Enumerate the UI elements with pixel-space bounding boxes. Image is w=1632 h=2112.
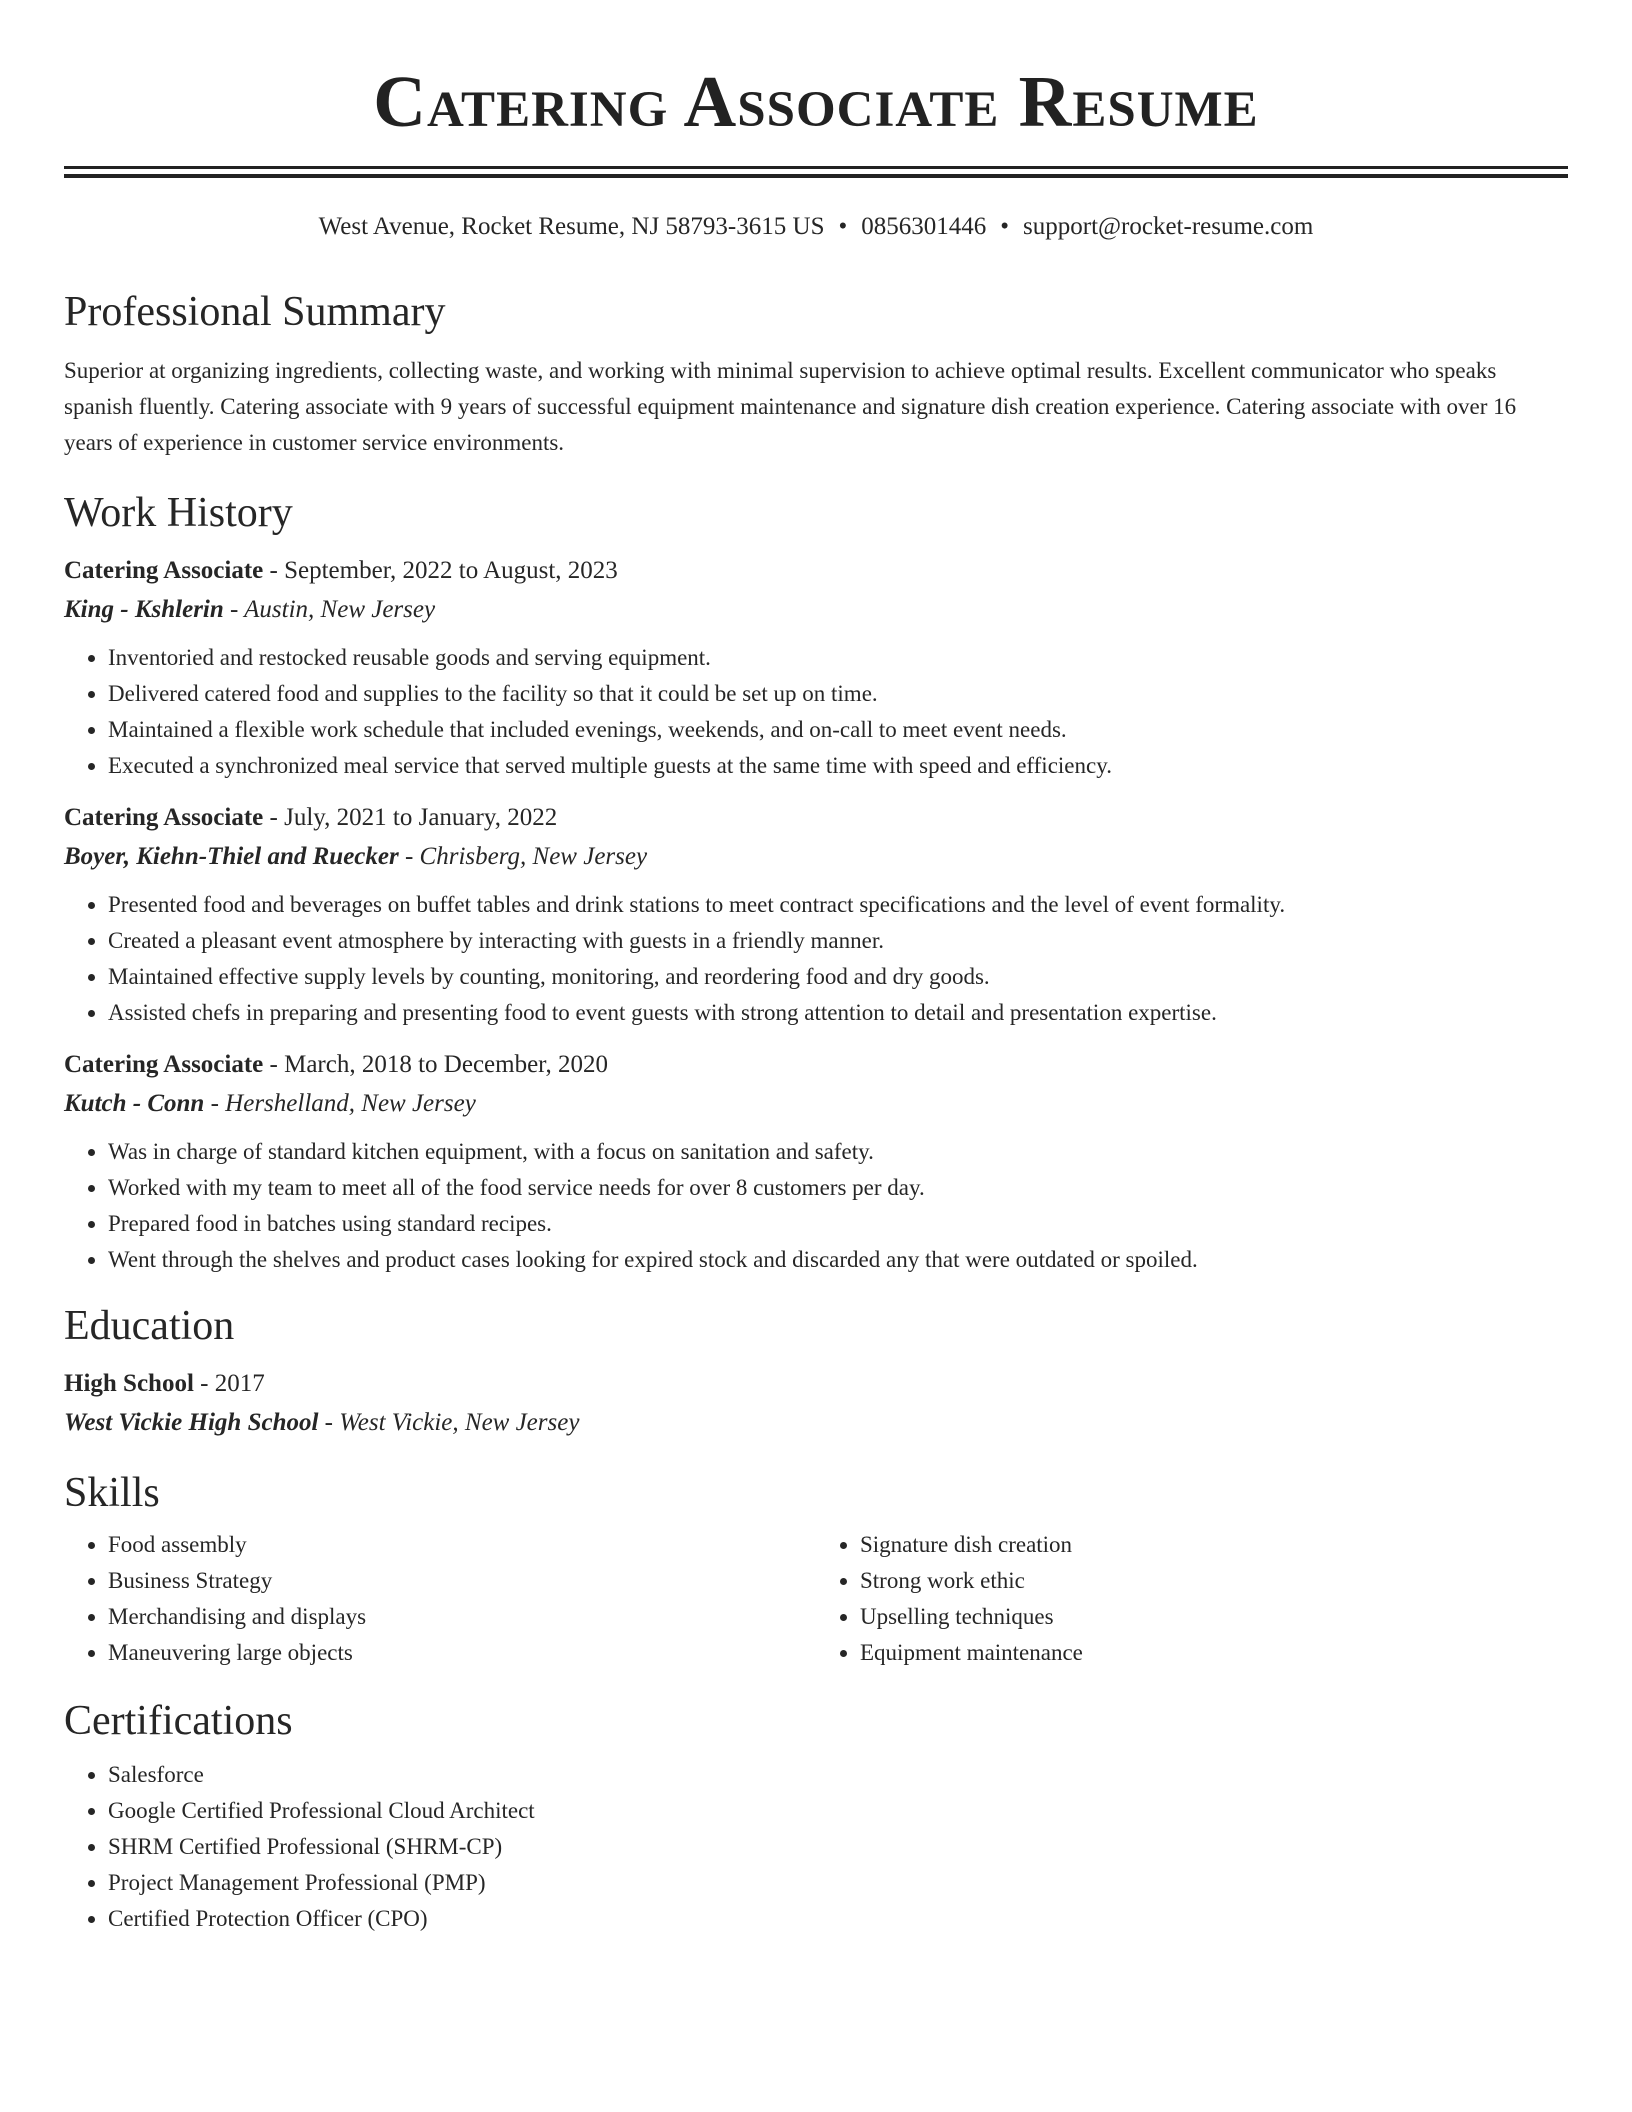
skill-item: • Signature dish creation (860, 1527, 1568, 1563)
education-heading (64, 1366, 1568, 1402)
job-heading (64, 800, 1568, 836)
contact-email: support@rocket-resume.com (1023, 213, 1314, 240)
job-company: King - Kshlerin (64, 596, 224, 623)
skill-item: • Strong work ethic (860, 1563, 1568, 1599)
certification-item: • SHRM Certified Professional (SHRM-CP) (108, 1829, 1568, 1865)
job-employer (64, 592, 1568, 628)
skills-list-left (64, 1527, 816, 1671)
education-school: West Vickie High School (64, 1409, 319, 1436)
job-role: Catering Associate (64, 557, 264, 584)
job-dates: - September, 2022 to August, 2023 (263, 557, 618, 584)
certification-item: • Certified Protection Officer (CPO) (108, 1901, 1568, 1937)
job-bullet: • Presented food and beverages on buffet tables and drink stations to meet contract specifications and the level of event formality. (108, 887, 1568, 923)
job-bullet: • Went through the shelves and product cases looking for expired stock and discarded any that were outdated or spoiled. (108, 1242, 1568, 1278)
job-bullets (64, 887, 1568, 1031)
job-bullet: • Assisted chefs in preparing and presenting food to event guests with strong attention to detail and presentation expertise. (108, 995, 1568, 1031)
skill-item: • Food assembly (108, 1527, 816, 1563)
job-employer (64, 1086, 1568, 1122)
job-entry (64, 1047, 1568, 1278)
job-heading (64, 553, 1568, 589)
contact-phone: 0856301446 (861, 213, 987, 240)
title-divider (64, 166, 1568, 178)
skill-item: • Equipment maintenance (860, 1635, 1568, 1671)
contact-address: West Avenue, Rocket Resume, NJ 58793-3615 US (318, 213, 825, 240)
job-bullet: • Executed a synchronized meal service that served multiple guests at the same time with speed and efficiency. (108, 748, 1568, 784)
education-year: - 2017 (193, 1370, 265, 1397)
job-dates: - March, 2018 to December, 2020 (263, 1051, 609, 1078)
job-bullet: • Worked with my team to meet all of the food service needs for over 8 customers per day. (108, 1170, 1568, 1206)
job-location: - Hershelland, New Jersey (204, 1090, 476, 1117)
section-title-certifications: Certifications (64, 1698, 293, 1744)
job-employer (64, 839, 1568, 875)
job-bullet: • Maintained effective supply levels by counting, monitoring, and reordering food and dry goods. (108, 959, 1568, 995)
skill-item: • Business Strategy (108, 1563, 816, 1599)
job-bullets (64, 640, 1568, 784)
skills-columns (64, 1527, 1568, 1671)
job-company: Boyer, Kiehn-Thiel and Ruecker (64, 843, 399, 870)
summary-text: Superior at organizing ingredients, collecting waste, and working with minimal supervision to achieve optimal results. Excellent communicator who speaks spanish fluently. Catering associate with 9 years of successful equipment maintenance and signature dish creation experience. Catering associate with over 16 years of experience in customer service environments. (64, 358, 1517, 455)
certification-item: • Project Management Professional (PMP) (108, 1865, 1568, 1901)
certifications-list (64, 1757, 1568, 1937)
job-heading (64, 1047, 1568, 1083)
education-location: - West Vickie, New Jersey (318, 1409, 580, 1436)
job-entry (64, 800, 1568, 1031)
job-bullet: • Created a pleasant event atmosphere by interacting with guests in a friendly manner. (108, 923, 1568, 959)
section-title-work-history: Work History (64, 490, 293, 536)
resume-title: Catering Associate Resume (373, 61, 1259, 142)
skill-item: • Upselling techniques (860, 1599, 1568, 1635)
contact-line (64, 212, 1568, 242)
job-bullet: • Was in charge of standard kitchen equipment, with a focus on sanitation and safety. (108, 1134, 1568, 1170)
job-bullet: • Prepared food in batches using standard recipes. (108, 1206, 1568, 1242)
education-school-line (64, 1405, 1568, 1441)
certification-item: • Google Certified Professional Cloud Architect (108, 1793, 1568, 1829)
job-bullet: • Inventoried and restocked reusable goods and serving equipment. (108, 640, 1568, 676)
skill-item: • Merchandising and displays (108, 1599, 816, 1635)
section-title-skills: Skills (64, 1470, 160, 1516)
contact-separator: • (1000, 213, 1010, 240)
skills-list-right (816, 1527, 1568, 1671)
job-entry (64, 553, 1568, 784)
section-title-summary: Professional Summary (64, 289, 446, 335)
contact-separator: • (838, 213, 848, 240)
job-role: Catering Associate (64, 1051, 264, 1078)
skill-item: • Maneuvering large objects (108, 1635, 816, 1671)
job-location: - Austin, New Jersey (223, 596, 436, 623)
section-title-education: Education (64, 1303, 235, 1349)
job-bullet: • Maintained a flexible work schedule that included evenings, weekends, and on-call to meet event needs. (108, 712, 1568, 748)
job-bullets (64, 1134, 1568, 1278)
job-company: Kutch - Conn (64, 1090, 205, 1117)
job-bullet: • Delivered catered food and supplies to the facility so that it could be set up on time. (108, 676, 1568, 712)
job-dates: - July, 2021 to January, 2022 (263, 804, 558, 831)
certification-item: • Salesforce (108, 1757, 1568, 1793)
education-degree: High School (64, 1370, 194, 1397)
job-role: Catering Associate (64, 804, 264, 831)
job-location: - Chrisberg, New Jersey (398, 843, 648, 870)
